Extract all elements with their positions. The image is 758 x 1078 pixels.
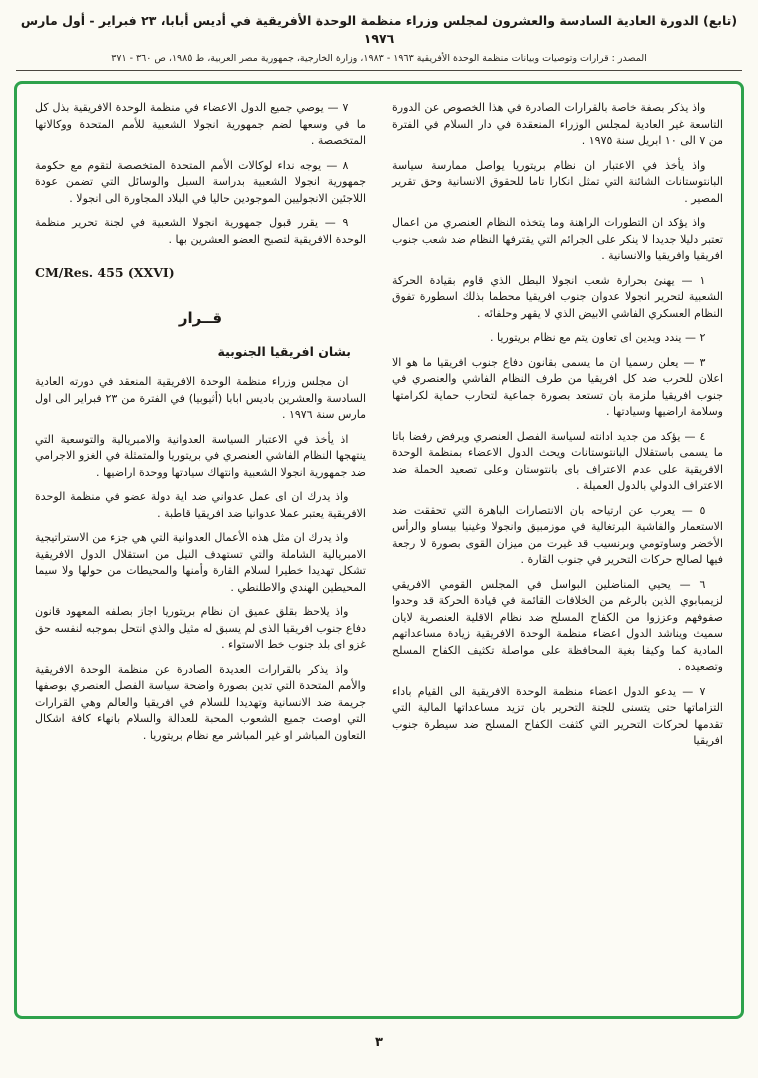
paragraph: واذ يؤكد ان التطورات الراهنة وما يتخذه النظام العنصري من اعمال تعتبر دليلا جديدا لا ينكر على الجرائم التي يقترفها النظام ضد شعب جنوب افريقيا وافريقيا والانسانية . <box>392 216 723 262</box>
paragraph: ان مجلس وزراء منظمة الوحدة الافريقية المنعقد في دورته العادية السادسة والعشرين باديس ابابا (أثيوبيا) في الفترة من ٢٣ فبراير الى اول مارس سنة ١٩٧٦ . <box>35 375 366 421</box>
left-column <box>35 100 366 1008</box>
paragraph: ٢ — يندد ويدين اى تعاون يتم مع نظام بريتوريا . <box>489 331 706 344</box>
paragraph: واذ يذكر بالقرارات العديدة الصادرة عن منظمة الوحدة الافريقية والأمم المتحدة التي تدين بصورة واضحة سياسة الفصل العنصري بوصفها جريمة ضد الانسانية وتهديدا للسلام في افريقيا والعالم وهي القرارات التي اوصت جميع الشعوب المحبة للعدالة والسلام بانهاء كافة اشكال التعاون المباشر او غير المباشر مع نظام بريتوريا . <box>35 662 366 742</box>
paragraph: واذ يأخذ في الاعتبار ان نظام بريتوريا يواصل ممارسة سياسة البانتوستانات الشائنة التي تمثل انكارا تاما للحقوق الانسانية وحق تقرير المصير . <box>392 158 723 205</box>
paragraph: ٧ — يوصي جميع الدول الاعضاء في منظمة الوحدة الافريقية بذل كل ما في وسعها لضم جمهورية انجولا الشعبية للأمم المتحدة ووكالاتها المتخصصة . <box>35 101 366 147</box>
document-header <box>14 12 744 64</box>
paragraph: اذ يأخذ في الاعتبار السياسة العدوانية والامبريالية والتوسعية التي ينتهجها النظام الفاشي العنصري في بريتوريا والمتمثلة في الغزو الاجرامي ضد جمهورية انجولا الشعبية وانتهاك سيادتها ووحدة اراضيها . <box>35 432 366 479</box>
paragraph: ٣ — يعلن رسميا ان ما يسمى بقانون دفاع جنوب افريقيا ما هو الا اعلان للحرب ضد كل افريقيا من طرف النظام الفاشي والعنصري في جنوب افريقيا ملزمة بان تستعد بصورة جماعية لتحارب حماية لكرامتها وسلامة اراضيها وسيادتها . <box>392 355 723 418</box>
paragraph: واذ يدرك ان اى عمل عدواني ضد اية دولة عضو في منظمة الوحدة الافريقية يعتبر عملا عدوانيا ضد افريقيا قاطبة . <box>35 490 366 520</box>
paragraph: واذ يذكر بصفة خاصة بالقرارات الصادرة في هذا الخصوص عن الدورة التاسعة غير العادية لمجلس الوزراء المنعقدة في دار السلام في الفترة من ٧ الى ١٠ ابريل سنة ١٩٧٥ . <box>392 101 723 147</box>
resolution-subtitle: بشان افريقيا الجنوبية <box>217 344 351 360</box>
document-source-line: المصدر : قرارات وتوصيات وبيانات منظمة الوحدة الأفريقية ١٩٦٣ - ١٩٨٣، وزارة الخارجية، جمهورية مصر العربية، ط ١٩٨٥، ص ٣٦٠ - ٣٧١ <box>111 53 647 64</box>
paragraph: واذ يدرك ان مثل هذه الأعمال العدوانية التي هي جزء من الاستراتيجية الامبريالية الشاملة والتي تستهدف النيل من استقلال الدول الافريقية تشكل تهديدا خطيرا لسلام القارة وأمنها والمحيطات من حولها ولا سيما المحيطين الهندي والاطلنطي . <box>35 531 366 594</box>
paragraph: ٨ — يوجه نداء لوكالات الأمم المتحدة المتخصصة لتقوم مع حكومة جمهورية انجولا الشعبية بدراسة السبل والوسائل التي تضمن عودة اللاجئين الانجوليين الموجودين حاليا في البلاد المجاورة الى انجولا . <box>35 158 366 205</box>
paragraph: ٩ — يقرر قبول جمهورية انجولا الشعبية في لجنة تحرير منظمة الوحدة الافريقية لتصبح العضو العشرين بها . <box>35 216 366 246</box>
resolution-reference: CM/Res. 455 (XXVI) <box>35 265 175 280</box>
page-footer <box>14 1031 744 1050</box>
right-column <box>392 100 723 1008</box>
resolution-title: قــرار <box>178 308 223 327</box>
paragraph: واذ يلاحظ بقلق عميق ان نظام بريتوريا اجاز بصلفه المعهود قانون دفاع جنوب افريقيا الذى لم يسبق له مثيل والذي انتحل بموجبه لنفسه حق غزو اى بلد جنوب خط الاستواء . <box>35 605 366 651</box>
page-number: ٣ <box>375 1035 383 1050</box>
paragraph: ١ — يهنئ بحرارة شعب انجولا البطل الذي قاوم بقيادة الحركة الشعبية لتحرير انجولا عدوان جنوب افريقيا محطما بذلك اسطورة تفوق النظام العسكري الفاشي الابيض الذي لا يقهر وحلفائه . <box>392 273 723 320</box>
content-border <box>14 81 744 1019</box>
paragraph: ٧ — يدعو الدول اعضاء منظمة الوحدة الافريقية الى القيام باداء التزاماتها حتى يتسنى للجنة التحرير بان تزيد مساعداتها المالية التي تقدمها لحركات التحرير التي كثفت الكفاح المسلح ضد سيطرة جنوب افريقيا <box>392 684 723 747</box>
paragraph: ٥ — يعرب عن ارتياحه بان الانتصارات الباهرة التي تحققت ضد الاستعمار والفاشية البرتغالية في موزمبيق وانجولا وغينيا بيساو والرأس الأخضر وساوتومي وبرنسيب قد غيرت من ميزان القوى بصورة لا رجعة فيها لصالح حركات التحرير في جنوب القارة . <box>392 503 723 566</box>
header-divider <box>16 70 742 71</box>
document-title: (تابع) الدورة العادية السادسة والعشرون لمجلس وزراء منظمة الوحدة الأفريقية في أديس أبابا، ٢٣ فبراير - أول مارس ١٩٧٦ <box>20 13 738 46</box>
paragraph: ٦ — يحيي المناضلين البواسل في المجلس القومي الافريقي لزيمبابوي الذين بالرغم من الخلافات القائمة في قيادة الحركة قد وحدوا صفوفهم وعززوا من الكفاح المسلح ضد نظام الاقلية العنصرية لايان سميث ويناشد الدول اعضاء منظمة الوحدة الافريقية زيادة مساعداتهم المادية كما وكيفا بغية المحافظة على مواصلة تكثيف الكفاح المسلح وتصعيده . <box>392 577 723 673</box>
two-column-layout <box>35 100 723 1008</box>
paragraph: ٤ — يؤكد من جديد ادانته لسياسة الفصل العنصري ويرفض رفضا باتا ما يسمى باستقلال البانتوستانات ويحث الدول الاعضاء بمنظمة الوحدة الافريقية على عدم الاعتراف باى بانتوستان وعلى تصعيد الحملة ضد الاعتراف الدولي بالدول العميلة . <box>392 429 723 492</box>
